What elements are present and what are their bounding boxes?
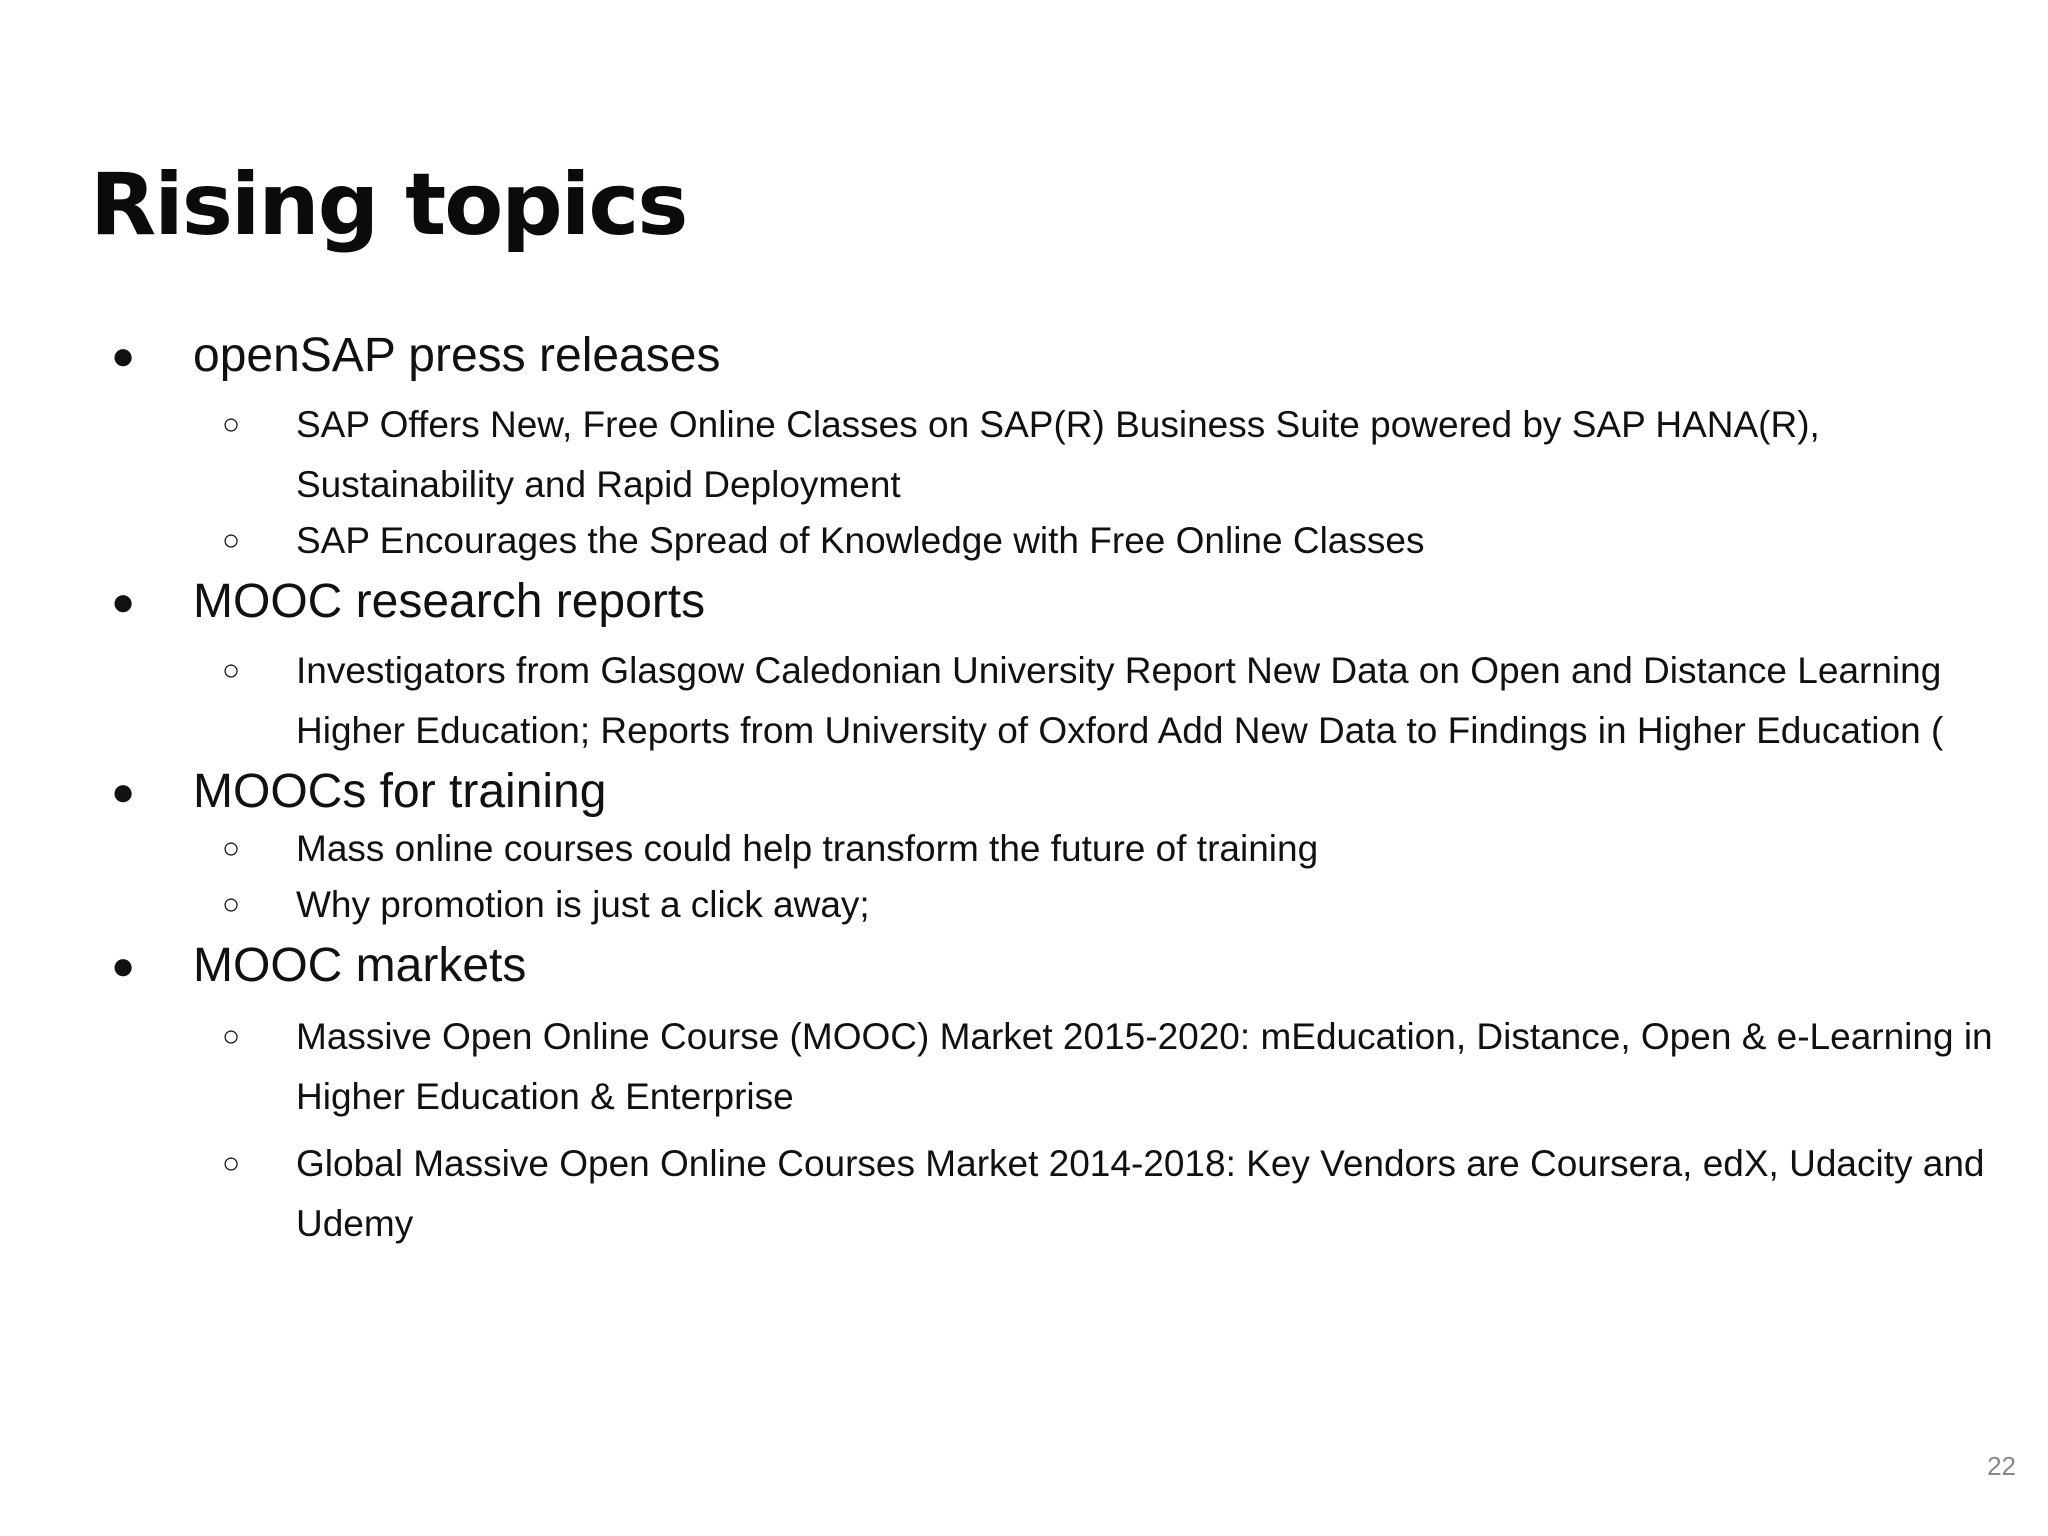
sub-bullet-text: Why promotion is just a click away; xyxy=(296,884,870,925)
sub-bullet-item xyxy=(0,1134,2048,1194)
sub-bullet-item xyxy=(0,819,2048,879)
sub-bullet-continuation xyxy=(0,1067,2048,1127)
bullet-item-mooc-research xyxy=(0,571,2048,633)
sub-bullet-continuation xyxy=(0,701,2048,761)
bullet-dot-icon: ● xyxy=(111,944,136,988)
bullet-label: MOOC research reports xyxy=(193,575,706,628)
sub-bullet-text: Higher Education & Enterprise xyxy=(296,1076,794,1117)
bullet-circle-icon: ○ xyxy=(222,1020,241,1053)
sub-bullet-text: Massive Open Online Course (MOOC) Market 2015-2020: mEducation, Distance, Open & e-Learning in xyxy=(296,1016,1993,1057)
sub-bullet-text: Higher Education; Reports from University of Oxford Add New Data to Findings in Higher Education ( xyxy=(296,710,1944,751)
bullet-dot-icon: ● xyxy=(111,770,136,814)
bullet-circle-icon: ○ xyxy=(222,1147,241,1180)
sub-bullet-item xyxy=(0,511,2048,571)
bullet-circle-icon: ○ xyxy=(222,832,241,865)
sub-bullet-text: Mass online courses could help transform the future of training xyxy=(296,828,1319,869)
sub-bullet-item xyxy=(0,1007,2048,1067)
page-number: 22 xyxy=(1987,1451,2016,1481)
sub-bullet-text: Global Massive Open Online Courses Market 2014-2018: Key Vendors are Coursera, edX, Udacity and xyxy=(296,1143,1985,1184)
bullet-label: openSAP press releases xyxy=(193,329,721,382)
sub-bullet-text: SAP Encourages the Spread of Knowledge with Free Online Classes xyxy=(296,520,1425,561)
sub-bullet-text: Udemy xyxy=(296,1203,414,1244)
sub-bullet-text: Investigators from Glasgow Caledonian University Report New Data on Open and Distance Learning xyxy=(296,650,1942,691)
sub-bullet-item xyxy=(0,875,2048,935)
sub-bullet-item xyxy=(0,395,2048,455)
bullet-label: MOOCs for training xyxy=(193,765,607,818)
bullet-dot-icon: ● xyxy=(111,580,136,624)
sub-bullet-text: Sustainability and Rapid Deployment xyxy=(296,464,901,505)
bullet-label: MOOC markets xyxy=(193,939,527,992)
sub-bullet-continuation xyxy=(0,455,2048,515)
sub-bullet-text: SAP Offers New, Free Online Classes on SAP(R) Business Suite powered by SAP HANA(R), xyxy=(296,404,1820,445)
bullet-circle-icon: ○ xyxy=(222,524,241,557)
bullet-item-mooc-markets xyxy=(0,935,2048,997)
bullet-circle-icon: ○ xyxy=(222,654,241,687)
sub-bullet-item xyxy=(0,641,2048,701)
bullet-item-opensap xyxy=(0,325,2048,387)
bullet-list xyxy=(0,325,2048,1254)
bullet-dot-icon: ● xyxy=(111,334,136,378)
bullet-circle-icon: ○ xyxy=(222,408,241,441)
bullet-item-moocs-training xyxy=(0,761,2048,823)
slide-title: Rising topics xyxy=(90,155,687,255)
sub-bullet-continuation xyxy=(0,1194,2048,1254)
bullet-circle-icon: ○ xyxy=(222,888,241,921)
